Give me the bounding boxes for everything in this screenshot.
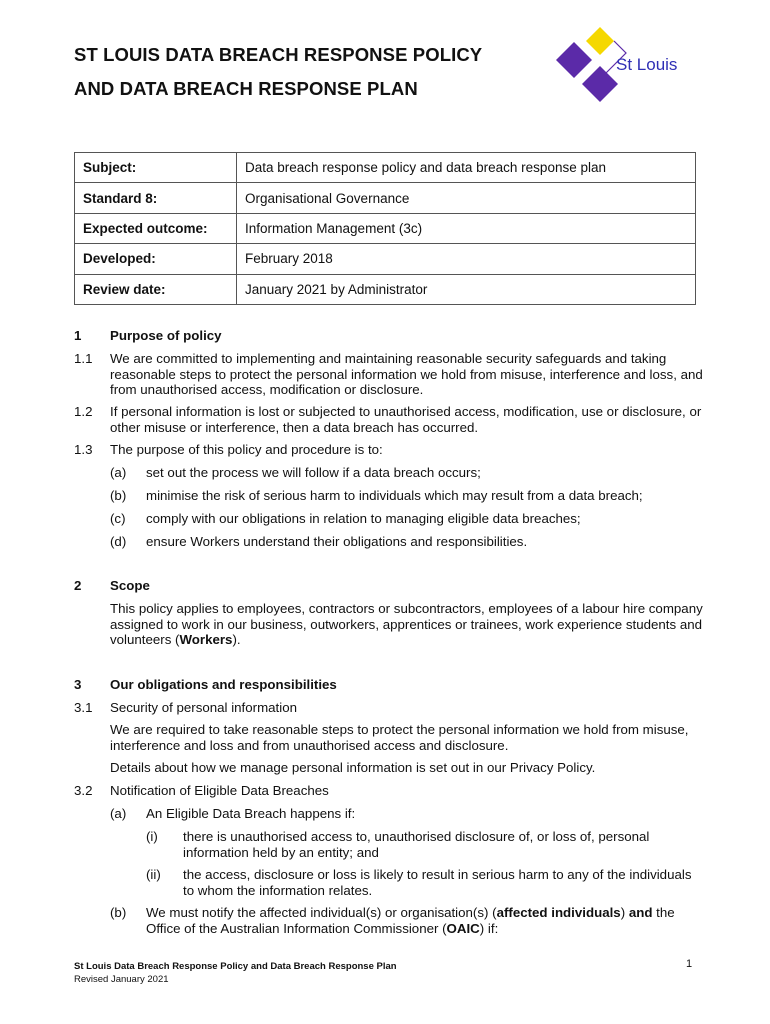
scope-text-bold: Workers (179, 632, 233, 648)
paragraph-number: 1.3 (74, 442, 93, 457)
logo-purple-diamond-left (556, 42, 592, 78)
logo-yellow-diamond (586, 27, 614, 55)
table-row (75, 244, 696, 274)
section-heading: Our obligations and responsibilities (110, 677, 337, 692)
title-line-1: ST LOUIS DATA BREACH RESPONSE POLICY (74, 44, 483, 65)
policy-info-table (74, 152, 696, 305)
table-row (75, 153, 696, 183)
list-text (146, 905, 706, 936)
logo-text: St Louis (616, 55, 678, 74)
table-value: Organisational Governance (237, 183, 696, 213)
list-text: ensure Workers understand their obligations and responsibilities. (146, 534, 528, 549)
paragraph-text: The purpose of this policy and procedure is to: (110, 442, 383, 457)
table-value: Data breach response policy and data breach response plan (237, 153, 696, 183)
notify-bold-1: affected individuals (496, 905, 621, 920)
sub-list-label: (ii) (146, 867, 161, 882)
table-value: January 2021 by Administrator (237, 274, 696, 304)
table-key: Standard 8: (75, 183, 237, 213)
table-key: Expected outcome: (75, 213, 237, 243)
paragraph-text: We are required to take reasonable steps to protect the personal information we hold from misuse, interference and loss and from unauthorised access and disclosure. (110, 722, 689, 753)
list-label: (c) (110, 511, 126, 526)
list-label: (a) (110, 465, 127, 480)
paragraph-text: If personal information is lost or subjected to unauthorised access, modification, use or disclosure, or other misuse or interference, then a data breach has occurred. (110, 404, 702, 435)
list-label: (d) (110, 534, 127, 549)
table-key: Subject: (75, 153, 237, 183)
list-label: (b) (110, 488, 127, 503)
paragraph-text: Details about how we manage personal information is set out in our Privacy Policy. (110, 760, 596, 775)
table-row (75, 213, 696, 243)
footer-document-name: St Louis Data Breach Response Policy and Data Breach Response Plan (74, 961, 397, 972)
section-heading: Scope (110, 578, 150, 593)
section-number: 3 (74, 677, 82, 692)
section-number: 2 (74, 578, 82, 593)
paragraph-title: Notification of Eligible Data Breaches (110, 783, 329, 798)
notify-bold-2: and (628, 905, 653, 920)
paragraph-text: We are committed to implementing and maintaining reasonable security safeguards and taking reasonable steps to protect the personal information we hold from misuse, interference and loss, and from unauthorised access, modification or disclosure. (110, 351, 703, 398)
sub-list-text: the access, disclosure or loss is likely to result in serious harm to any of the individuals to whom the information relates. (183, 867, 692, 898)
notify-text-2: ) (620, 905, 629, 920)
paragraph-number: 1.2 (74, 404, 93, 419)
document-title (74, 38, 554, 106)
table-key: Developed: (75, 244, 237, 274)
paragraph-number: 1.1 (74, 351, 93, 366)
notify-text-4: ) if: (479, 920, 499, 936)
logo-purple-diamond-bottom (582, 66, 618, 102)
list-text: comply with our obligations in relation to managing eligible data breaches; (146, 511, 581, 526)
footer-revision: Revised January 2021 (74, 974, 169, 985)
notify-bold-3: OAIC (446, 920, 480, 936)
table-row (75, 183, 696, 213)
table-value: February 2018 (237, 244, 696, 274)
table-row (75, 274, 696, 304)
list-label: (b) (110, 905, 127, 920)
list-label: (a) (110, 806, 127, 821)
title-line-2: AND DATA BREACH RESPONSE PLAN (74, 78, 418, 99)
paragraph-text (110, 601, 710, 648)
notify-text-1: We must notify the affected individual(s) or organisation(s) ( (146, 905, 497, 920)
page-footer (74, 960, 397, 986)
table-value: Information Management (3c) (237, 213, 696, 243)
sub-list-label: (i) (146, 829, 158, 844)
scope-text-b: ). (232, 632, 241, 648)
list-text: An Eligible Data Breach happens if: (146, 806, 356, 821)
page-number: 1 (686, 958, 693, 970)
section-number: 1 (74, 328, 82, 343)
paragraph-number: 3.2 (74, 783, 93, 798)
sub-list-text: there is unauthorised access to, unauthorised disclosure of, or loss of, personal information held by an entity; and (183, 829, 650, 860)
list-text: minimise the risk of serious harm to individuals which may result from a data breach; (146, 488, 643, 503)
scope-text-a: This policy applies to employees, contractors or subcontractors, employees of a labour hire company assigned to work in our business, outworkers, apprentices or trainees, work experience students and volunteers ( (110, 601, 703, 648)
table-key: Review date: (75, 274, 237, 304)
paragraph-title: Security of personal information (110, 700, 297, 715)
notify-text-3: the Office of the Australian Information Commissioner ( (146, 905, 675, 936)
section-heading: Purpose of policy (110, 328, 222, 343)
list-text: set out the process we will follow if a data breach occurs; (146, 465, 481, 480)
paragraph-number: 3.1 (74, 700, 93, 715)
